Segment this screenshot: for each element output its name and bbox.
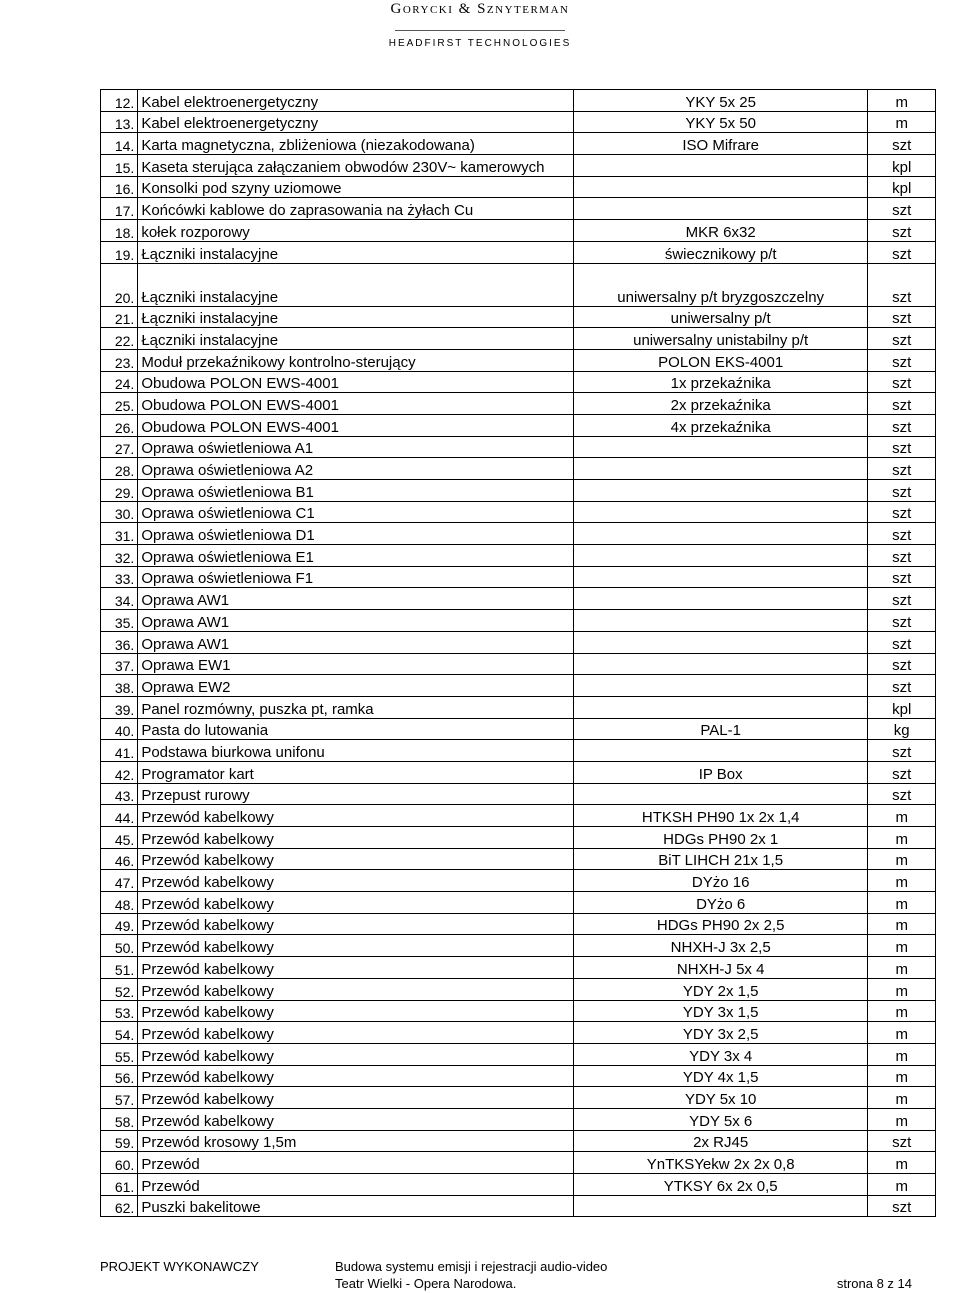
item-unit: szt <box>868 631 936 653</box>
item-name: Moduł przekaźnikowy kontrolno-sterujący <box>138 349 574 371</box>
item-unit: m <box>868 111 936 133</box>
table-row <box>101 740 936 762</box>
item-unit: kpl <box>868 696 936 718</box>
table-row <box>101 631 936 653</box>
item-spec <box>573 545 867 567</box>
item-unit: szt <box>868 1130 936 1152</box>
item-number: 42. <box>101 761 138 783</box>
table-row <box>101 848 936 870</box>
table-row <box>101 1130 936 1152</box>
item-name: Przepust rurowy <box>138 783 574 805</box>
table-row <box>101 198 936 220</box>
item-number: 51. <box>101 957 138 979</box>
item-spec <box>573 610 867 632</box>
item-number: 21. <box>101 306 138 328</box>
item-name: Przewód kabelkowy <box>138 978 574 1000</box>
item-name: Przewód kabelkowy <box>138 913 574 935</box>
item-spec: YDY 5x 6 <box>573 1108 867 1130</box>
item-spec: YDY 4x 1,5 <box>573 1065 867 1087</box>
table-row <box>101 783 936 805</box>
item-name: Oprawa oświetleniowa C1 <box>138 501 574 523</box>
item-unit: m <box>868 1000 936 1022</box>
table-row <box>101 176 936 198</box>
item-spec: 1x przekaźnika <box>573 371 867 393</box>
item-spec: uniwersalny p/t bryzgoszczelny <box>573 263 867 306</box>
table-row <box>101 501 936 523</box>
item-unit: m <box>868 1152 936 1174</box>
item-name: Puszki bakelitowe <box>138 1195 574 1217</box>
table-row <box>101 371 936 393</box>
item-name: Przewód kabelkowy <box>138 1087 574 1109</box>
item-number: 53. <box>101 1000 138 1022</box>
item-number: 14. <box>101 133 138 155</box>
item-name: Obudowa POLON EWS-4001 <box>138 393 574 415</box>
item-name: Obudowa POLON EWS-4001 <box>138 371 574 393</box>
materials-table-body <box>101 90 936 1217</box>
table-row <box>101 1108 936 1130</box>
item-spec: YKY 5x 25 <box>573 90 867 112</box>
item-spec <box>573 436 867 458</box>
item-name: Obudowa POLON EWS-4001 <box>138 414 574 436</box>
item-name: Oprawa EW1 <box>138 653 574 675</box>
item-spec <box>573 458 867 480</box>
item-spec: HDGs PH90 2x 1 <box>573 827 867 849</box>
item-number: 19. <box>101 241 138 263</box>
item-number: 41. <box>101 740 138 762</box>
company-name: Gorycki & Sznyterman <box>390 1 570 17</box>
item-name: Przewód kabelkowy <box>138 1022 574 1044</box>
item-spec: IP Box <box>573 761 867 783</box>
item-spec <box>573 631 867 653</box>
table-row <box>101 653 936 675</box>
table-row <box>101 1043 936 1065</box>
table-row <box>101 675 936 697</box>
item-unit: szt <box>868 740 936 762</box>
table-row <box>101 935 936 957</box>
item-unit: m <box>868 892 936 914</box>
table-row <box>101 1195 936 1217</box>
item-unit: m <box>868 1043 936 1065</box>
item-name: Końcówki kablowe do zaprasowania na żyłach Cu <box>138 198 574 220</box>
item-number: 27. <box>101 436 138 458</box>
table-row <box>101 414 936 436</box>
item-number: 45. <box>101 827 138 849</box>
item-name: Oprawa AW1 <box>138 610 574 632</box>
item-spec <box>573 588 867 610</box>
item-name: Kaseta sterująca załączaniem obwodów 230V~ kamerowych <box>138 155 574 177</box>
item-name: Przewód kabelkowy <box>138 1065 574 1087</box>
item-unit: kg <box>868 718 936 740</box>
item-number: 58. <box>101 1108 138 1130</box>
item-unit: szt <box>868 545 936 567</box>
item-name: Łączniki instalacyjne <box>138 241 574 263</box>
item-name: Przewód kabelkowy <box>138 1000 574 1022</box>
item-number: 57. <box>101 1087 138 1109</box>
item-unit: szt <box>868 501 936 523</box>
item-spec <box>573 696 867 718</box>
item-unit: szt <box>868 349 936 371</box>
item-unit: m <box>868 913 936 935</box>
table-row <box>101 566 936 588</box>
item-unit: m <box>868 848 936 870</box>
item-unit: szt <box>868 675 936 697</box>
table-row <box>101 761 936 783</box>
item-name: Przewód kabelkowy <box>138 827 574 849</box>
table-row <box>101 1065 936 1087</box>
item-number: 43. <box>101 783 138 805</box>
table-row <box>101 436 936 458</box>
table-row <box>101 978 936 1000</box>
item-number: 61. <box>101 1174 138 1196</box>
item-spec <box>573 523 867 545</box>
item-name: Oprawa oświetleniowa B1 <box>138 480 574 502</box>
item-name: Oprawa AW1 <box>138 588 574 610</box>
item-name: Przewód kabelkowy <box>138 870 574 892</box>
item-number: 39. <box>101 696 138 718</box>
item-number: 25. <box>101 393 138 415</box>
table-row <box>101 805 936 827</box>
item-number: 44. <box>101 805 138 827</box>
item-name: Podstawa biurkowa unifonu <box>138 740 574 762</box>
item-number: 36. <box>101 631 138 653</box>
item-number: 32. <box>101 545 138 567</box>
table-row <box>101 1000 936 1022</box>
item-unit: szt <box>868 371 936 393</box>
item-number: 16. <box>101 176 138 198</box>
item-unit: szt <box>868 610 936 632</box>
item-number: 52. <box>101 978 138 1000</box>
item-number: 15. <box>101 155 138 177</box>
item-number: 17. <box>101 198 138 220</box>
item-number: 12. <box>101 90 138 112</box>
item-number: 24. <box>101 371 138 393</box>
item-spec: ISO Mifrare <box>573 133 867 155</box>
item-unit: m <box>868 978 936 1000</box>
item-unit: m <box>868 1174 936 1196</box>
item-name: Oprawa oświetleniowa D1 <box>138 523 574 545</box>
item-number: 28. <box>101 458 138 480</box>
table-row <box>101 90 936 112</box>
item-number: 23. <box>101 349 138 371</box>
item-number: 34. <box>101 588 138 610</box>
item-number: 29. <box>101 480 138 502</box>
item-number: 55. <box>101 1043 138 1065</box>
item-spec: YKY 5x 50 <box>573 111 867 133</box>
item-number: 40. <box>101 718 138 740</box>
item-number: 20. <box>101 263 138 306</box>
item-number: 37. <box>101 653 138 675</box>
item-spec: NHXH-J 3x 2,5 <box>573 935 867 957</box>
table-row <box>101 349 936 371</box>
item-name: Pasta do lutowania <box>138 718 574 740</box>
item-name: Karta magnetyczna, zbliżeniowa (niezakodowana) <box>138 133 574 155</box>
item-spec <box>573 501 867 523</box>
item-number: 31. <box>101 523 138 545</box>
item-spec: BiT LIHCH 21x 1,5 <box>573 848 867 870</box>
item-spec <box>573 653 867 675</box>
table-row <box>101 1152 936 1174</box>
item-spec: YDY 2x 1,5 <box>573 978 867 1000</box>
item-spec: YDY 5x 10 <box>573 1087 867 1109</box>
item-unit: szt <box>868 241 936 263</box>
table-row <box>101 480 936 502</box>
item-name: Przewód kabelkowy <box>138 892 574 914</box>
table-row <box>101 306 936 328</box>
item-name: Oprawa EW2 <box>138 675 574 697</box>
item-spec: YDY 3x 2,5 <box>573 1022 867 1044</box>
table-row <box>101 241 936 263</box>
footer-title-line1: Budowa systemu emisji i rejestracji audio-video <box>335 1259 608 1274</box>
item-number: 49. <box>101 913 138 935</box>
table-row <box>101 718 936 740</box>
item-unit: szt <box>868 566 936 588</box>
item-number: 50. <box>101 935 138 957</box>
item-spec: POLON EKS-4001 <box>573 349 867 371</box>
item-unit: szt <box>868 220 936 242</box>
item-unit: m <box>868 935 936 957</box>
item-name: Przewód krosowy 1,5m <box>138 1130 574 1152</box>
item-spec: świecznikowy p/t <box>573 241 867 263</box>
table-row <box>101 588 936 610</box>
item-name: kołek rozporowy <box>138 220 574 242</box>
item-spec: HTKSH PH90 1x 2x 1,4 <box>573 805 867 827</box>
item-unit: szt <box>868 458 936 480</box>
item-number: 22. <box>101 328 138 350</box>
item-name: Przewód kabelkowy <box>138 1108 574 1130</box>
item-spec: HDGs PH90 2x 2,5 <box>573 913 867 935</box>
item-unit: szt <box>868 436 936 458</box>
item-spec <box>573 480 867 502</box>
item-unit: szt <box>868 198 936 220</box>
table-row <box>101 393 936 415</box>
table-row <box>101 1022 936 1044</box>
table-row <box>101 696 936 718</box>
item-number: 56. <box>101 1065 138 1087</box>
item-name: Przewód kabelkowy <box>138 805 574 827</box>
item-name: Programator kart <box>138 761 574 783</box>
item-unit: szt <box>868 263 936 306</box>
item-number: 26. <box>101 414 138 436</box>
table-row <box>101 870 936 892</box>
item-number: 33. <box>101 566 138 588</box>
table-row <box>101 913 936 935</box>
item-unit: m <box>868 1065 936 1087</box>
table-row <box>101 220 936 242</box>
item-spec <box>573 783 867 805</box>
item-unit: szt <box>868 306 936 328</box>
item-number: 18. <box>101 220 138 242</box>
item-number: 60. <box>101 1152 138 1174</box>
item-name: Łączniki instalacyjne <box>138 306 574 328</box>
item-name: Oprawa oświetleniowa A2 <box>138 458 574 480</box>
item-unit: szt <box>868 523 936 545</box>
item-unit: m <box>868 827 936 849</box>
item-name: Przewód kabelkowy <box>138 848 574 870</box>
table-row <box>101 155 936 177</box>
item-name: Konsolki pod szyny uziomowe <box>138 176 574 198</box>
footer-title-line2: Teatr Wielki - Opera Narodowa. <box>335 1276 517 1291</box>
item-unit: szt <box>868 414 936 436</box>
item-unit: szt <box>868 133 936 155</box>
item-spec: YnTKSYekw 2x 2x 0,8 <box>573 1152 867 1174</box>
item-spec <box>573 176 867 198</box>
table-row <box>101 545 936 567</box>
item-spec: 4x przekaźnika <box>573 414 867 436</box>
item-name: Przewód kabelkowy <box>138 957 574 979</box>
table-row <box>101 523 936 545</box>
item-name: Oprawa oświetleniowa F1 <box>138 566 574 588</box>
item-unit: m <box>868 870 936 892</box>
item-unit: szt <box>868 328 936 350</box>
item-unit: kpl <box>868 155 936 177</box>
item-spec: DYżo 16 <box>573 870 867 892</box>
item-name: Kabel elektroenergetyczny <box>138 90 574 112</box>
item-name: Oprawa oświetleniowa E1 <box>138 545 574 567</box>
item-spec: DYżo 6 <box>573 892 867 914</box>
table-row <box>101 111 936 133</box>
item-unit: m <box>868 1022 936 1044</box>
item-unit: szt <box>868 480 936 502</box>
table-row <box>101 892 936 914</box>
table-row <box>101 1087 936 1109</box>
footer-project-stage: PROJEKT WYKONAWCZY <box>100 1259 259 1274</box>
item-spec: 2x RJ45 <box>573 1130 867 1152</box>
item-spec: uniwersalny unistabilny p/t <box>573 328 867 350</box>
item-unit: kpl <box>868 176 936 198</box>
item-spec <box>573 198 867 220</box>
item-spec <box>573 566 867 588</box>
page-number: strona 8 z 14 <box>836 1276 912 1291</box>
item-spec: NHXH-J 5x 4 <box>573 957 867 979</box>
page-header <box>0 0 960 50</box>
item-unit: m <box>868 90 936 112</box>
item-unit: m <box>868 957 936 979</box>
item-unit: m <box>868 1108 936 1130</box>
item-spec: 2x przekaźnika <box>573 393 867 415</box>
item-unit: szt <box>868 783 936 805</box>
table-row <box>101 133 936 155</box>
item-spec: YDY 3x 4 <box>573 1043 867 1065</box>
item-spec <box>573 1195 867 1217</box>
table-row <box>101 957 936 979</box>
header-divider <box>395 30 565 31</box>
item-number: 48. <box>101 892 138 914</box>
item-spec: YTKSY 6x 2x 0,5 <box>573 1174 867 1196</box>
item-number: 38. <box>101 675 138 697</box>
table-row <box>101 1174 936 1196</box>
item-number: 35. <box>101 610 138 632</box>
item-name: Łączniki instalacyjne <box>138 263 574 306</box>
item-spec: PAL-1 <box>573 718 867 740</box>
item-number: 54. <box>101 1022 138 1044</box>
item-spec <box>573 675 867 697</box>
item-spec <box>573 155 867 177</box>
item-number: 13. <box>101 111 138 133</box>
item-spec: MKR 6x32 <box>573 220 867 242</box>
item-unit: m <box>868 1087 936 1109</box>
item-name: Przewód kabelkowy <box>138 1043 574 1065</box>
item-unit: szt <box>868 1195 936 1217</box>
item-name: Oprawa AW1 <box>138 631 574 653</box>
table-row <box>101 610 936 632</box>
item-unit: szt <box>868 393 936 415</box>
item-name: Oprawa oświetleniowa A1 <box>138 436 574 458</box>
item-unit: szt <box>868 653 936 675</box>
item-number: 30. <box>101 501 138 523</box>
item-name: Panel rozmówny, puszka pt, ramka <box>138 696 574 718</box>
item-name: Przewód kabelkowy <box>138 935 574 957</box>
company-tagline: HEADFIRST TECHNOLOGIES <box>388 38 572 49</box>
item-name: Łączniki instalacyjne <box>138 328 574 350</box>
table-row <box>101 263 936 306</box>
item-number: 46. <box>101 848 138 870</box>
item-spec <box>573 740 867 762</box>
item-name: Przewód <box>138 1174 574 1196</box>
item-name: Przewód <box>138 1152 574 1174</box>
materials-table <box>100 89 936 1217</box>
item-number: 62. <box>101 1195 138 1217</box>
item-spec: uniwersalny p/t <box>573 306 867 328</box>
table-row <box>101 458 936 480</box>
table-row <box>101 328 936 350</box>
item-number: 59. <box>101 1130 138 1152</box>
item-spec: YDY 3x 1,5 <box>573 1000 867 1022</box>
item-unit: szt <box>868 588 936 610</box>
item-number: 47. <box>101 870 138 892</box>
item-unit: m <box>868 805 936 827</box>
item-unit: szt <box>868 761 936 783</box>
footer-project-title <box>335 1258 607 1292</box>
table-row <box>101 827 936 849</box>
item-name: Kabel elektroenergetyczny <box>138 111 574 133</box>
